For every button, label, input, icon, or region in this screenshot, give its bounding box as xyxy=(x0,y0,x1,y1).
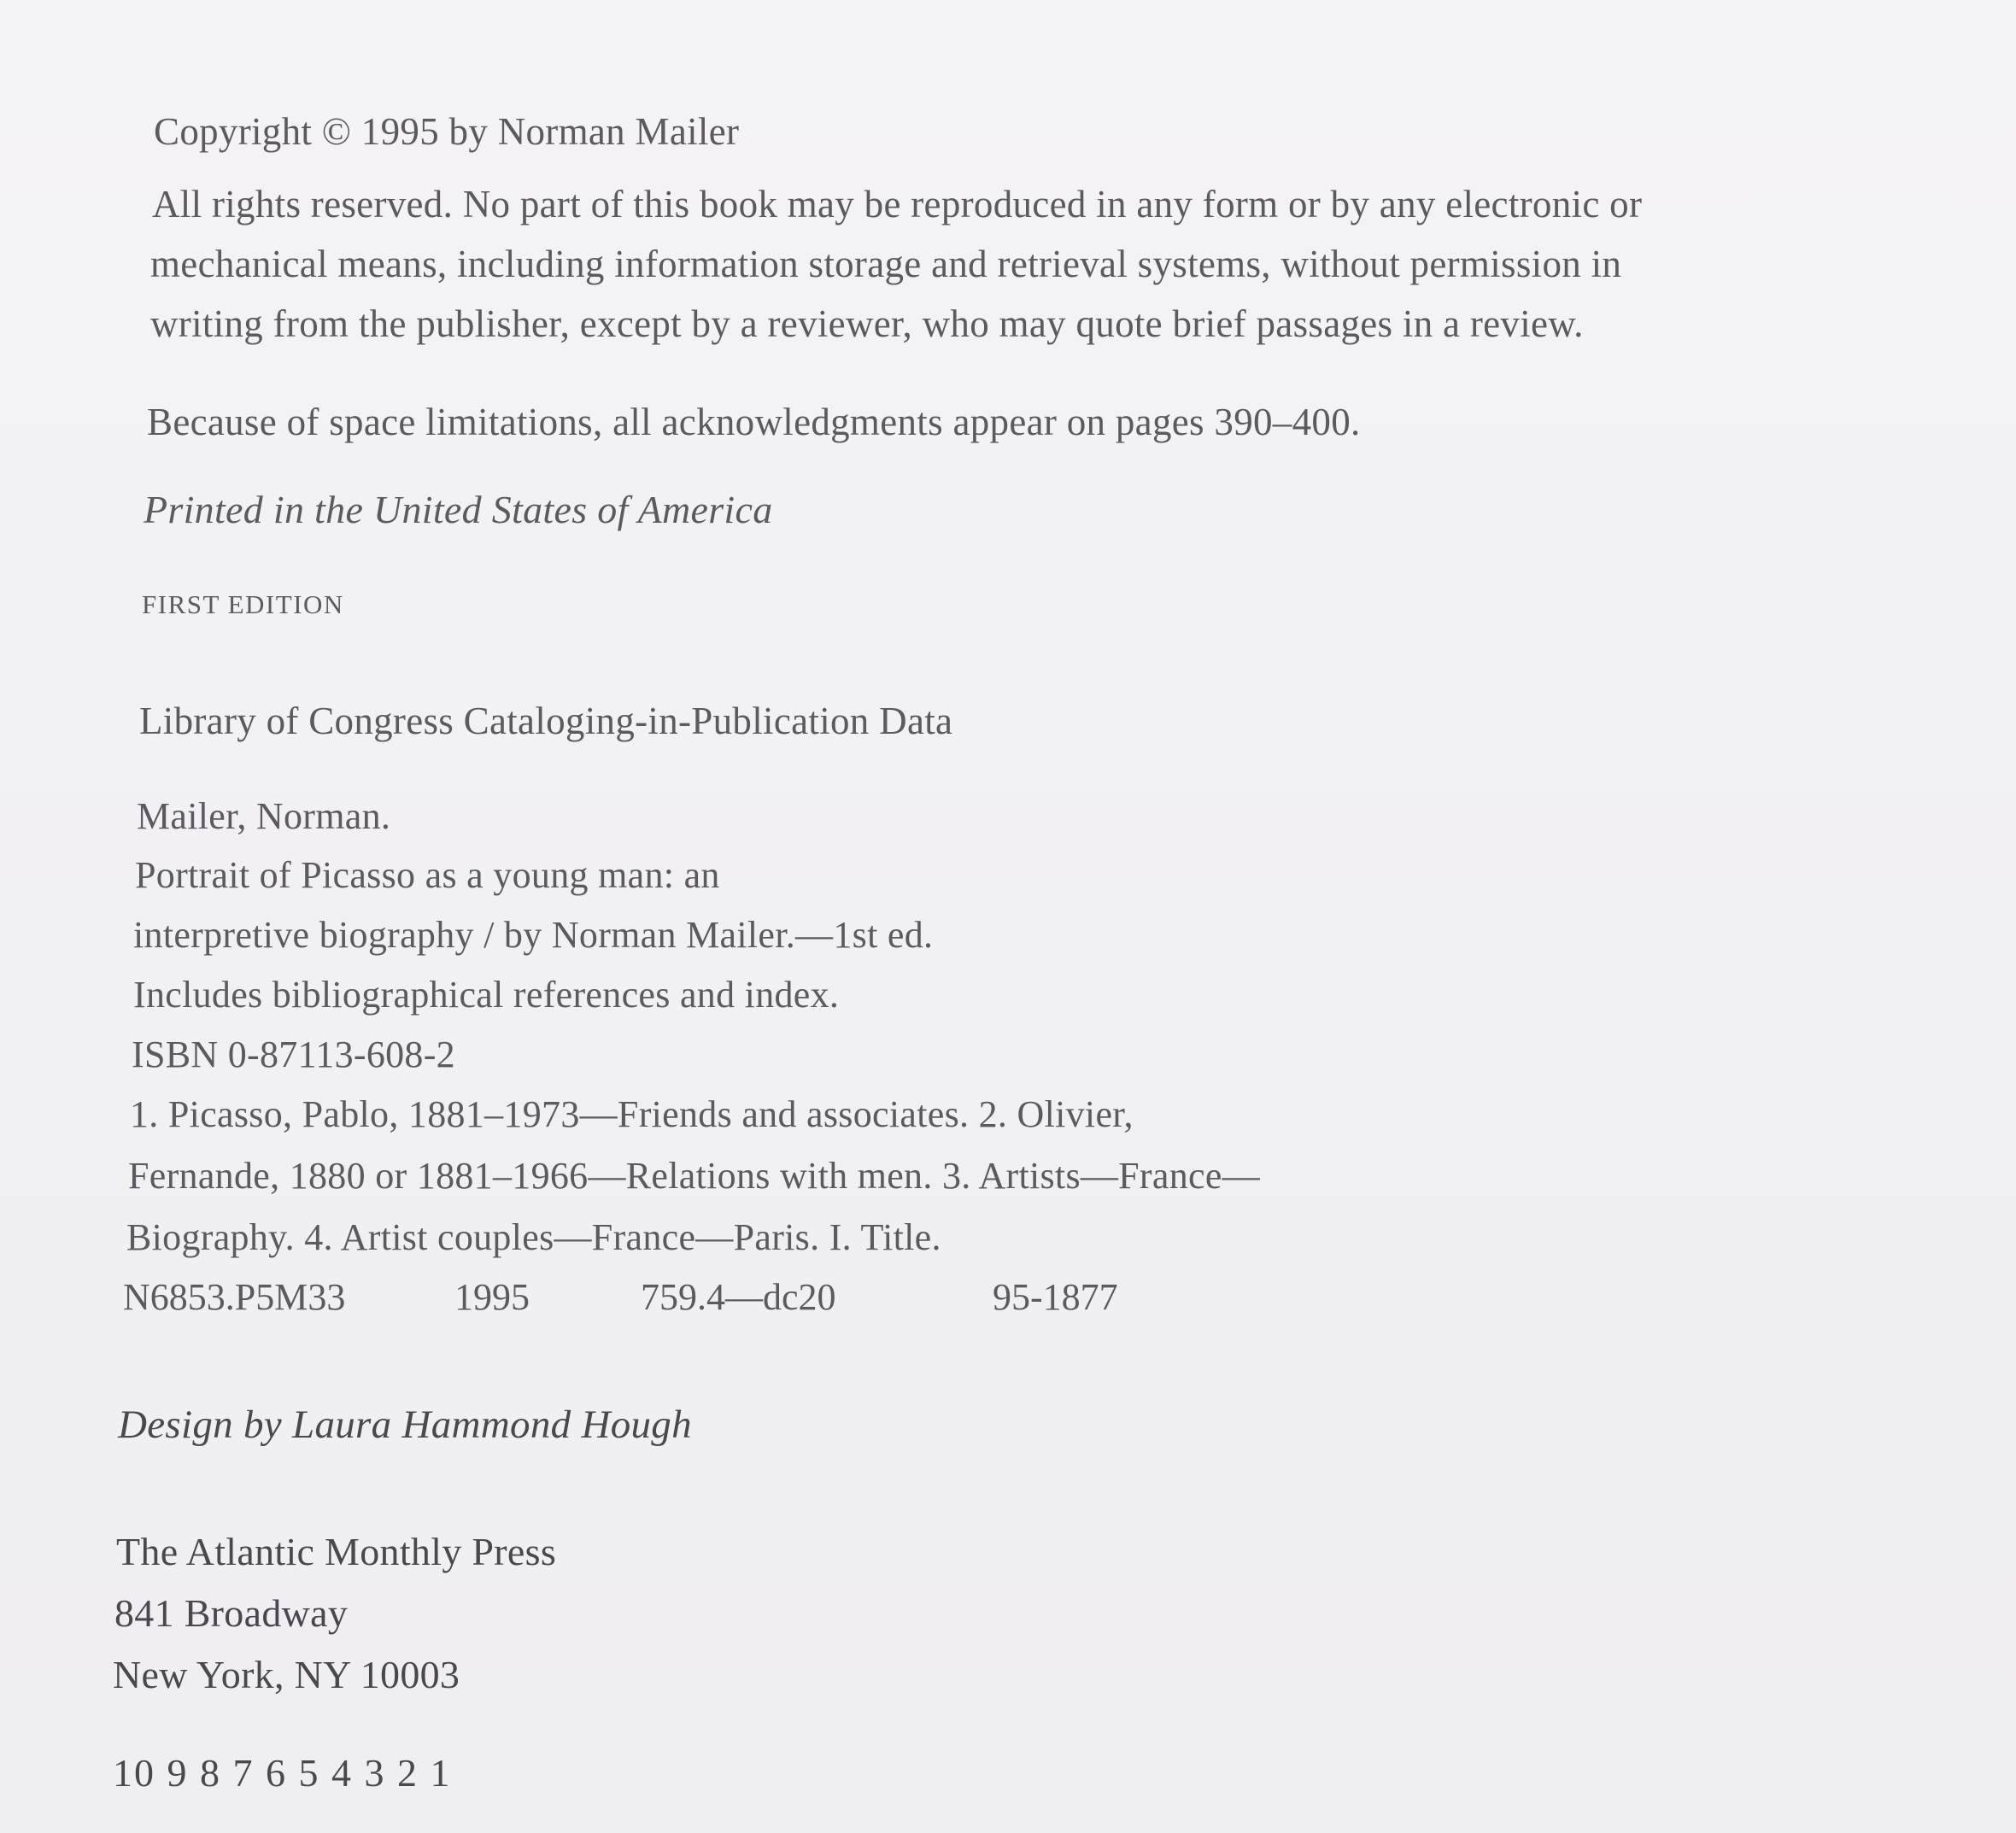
cip-subjects-1: 1. Picasso, Pablo, 1881–1973—Friends and associates. 2. Olivier, xyxy=(130,1093,1134,1135)
design-credit: Design by Laura Hammond Hough xyxy=(118,1403,692,1447)
printed-in-note: Printed in the United States of America xyxy=(144,488,773,531)
lc-call-number: N6853.P5M33 xyxy=(123,1276,346,1318)
rights-line-1: All rights reserved. No part of this book may be reproduced in any form or by any electronic or xyxy=(152,183,1643,225)
publisher-street: 841 Broadway xyxy=(114,1591,349,1635)
cip-header: Library of Congress Cataloging-in-Publication Data xyxy=(139,700,953,742)
lccn: 95-1877 xyxy=(993,1276,1118,1318)
cip-author: Mailer, Norman. xyxy=(137,795,391,837)
cip-subtitle: interpretive biography / by Norman Mailer.—1st ed. xyxy=(133,914,934,956)
edition-label: FIRST EDITION xyxy=(142,589,344,619)
publisher-city: New York, NY 10003 xyxy=(113,1653,460,1696)
rights-line-2: mechanical means, including information storage and retrieval systems, without permission in xyxy=(150,243,1622,285)
cip-title: Portrait of Picasso as a young man: an xyxy=(135,854,720,896)
publication-year: 1995 xyxy=(454,1276,530,1318)
dewey-number: 759.4—dc20 xyxy=(641,1276,836,1318)
printing-line: 10 9 8 7 6 5 4 3 2 1 xyxy=(113,1751,452,1795)
copyright-notice: Copyright © 1995 by Norman Mailer xyxy=(154,110,740,153)
cip-isbn: ISBN 0-87113-608-2 xyxy=(132,1034,455,1075)
publisher-name: The Atlantic Monthly Press xyxy=(116,1530,557,1573)
cip-subjects-2: Fernande, 1880 or 1881–1966—Relations with men. 3. Artists—France— xyxy=(128,1155,1260,1197)
acknowledgments-note: Because of space limitations, all acknowledgments appear on pages 390–400. xyxy=(147,401,1361,443)
cip-call-numbers xyxy=(0,1276,2016,1321)
cip-notes: Includes bibliographical references and index. xyxy=(133,974,840,1016)
rights-line-3: writing from the publisher, except by a reviewer, who may quote brief passages in a review. xyxy=(150,302,1584,345)
cip-subjects-3: Biography. 4. Artist couples—France—Paris. I. Title. xyxy=(126,1216,941,1258)
